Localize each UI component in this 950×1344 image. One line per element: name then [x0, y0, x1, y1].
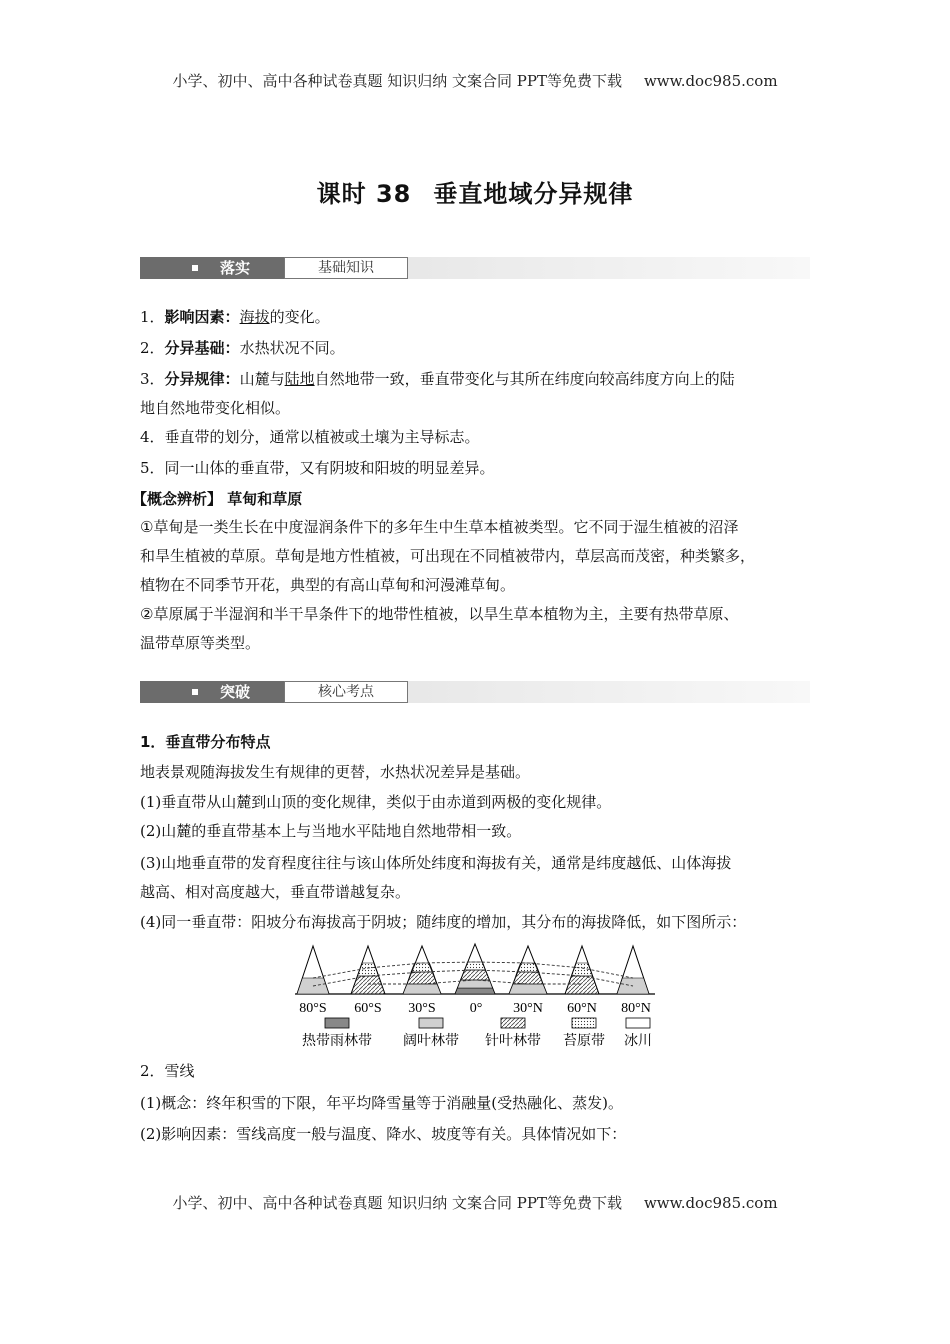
banner-dark-tab [140, 257, 284, 279]
item-5: 5．同一山体的垂直带，又有阴坡和阳坡的明显差异。 [140, 459, 495, 477]
mountain-80N [617, 946, 649, 994]
footer-text: 小学、初中、高中各种试卷真题 知识归纳 文案合同 PPT等免费下载 [172, 1194, 622, 1212]
page-header [0, 70, 950, 91]
snowline-para-1: (1)概念：终年积雪的下限，年平均降雪量等于消融量(受热融化、蒸发)。 [140, 1094, 623, 1112]
mountain-30N [509, 946, 547, 994]
fill-in-answer: 海拔 [239, 308, 270, 326]
lat-label-30s: 30°S [408, 1001, 436, 1016]
legend-label-broadleaf: 阔叶林带 [403, 1033, 459, 1049]
section-banner-basics [140, 257, 810, 279]
concept-line-3: 植物在不同季节开花，典型的有高山草甸和河漫滩草甸。 [140, 576, 516, 594]
banner-dark-label: 突破 [220, 683, 251, 701]
item-1: 1．影响因素：海拔的变化。 [140, 308, 330, 326]
lat-label-60s: 60°S [354, 1001, 382, 1016]
mountain-30S [403, 946, 441, 994]
legend-swatch-conifer [501, 1018, 525, 1028]
mountain-80S [297, 946, 329, 994]
banner-dark-tab [140, 681, 284, 703]
concept-line-1: ①草甸是一类生长在中度湿润条件下的多年生中生草本植被类型。它不同于湿生植被的沼泽 [140, 518, 739, 536]
concept-line-5: 温带草原等类型。 [140, 634, 261, 652]
section2-para-2: (1)垂直带从山麓到山顶的变化规律，类似于由赤道到两极的变化规律。 [140, 793, 612, 811]
lat-label-30n: 30°N [513, 1001, 543, 1016]
vertical-zonation-diagram [295, 942, 665, 1052]
item-4: 4．垂直带的划分，通常以植被或土壤为主导标志。 [140, 428, 480, 446]
section2-heading-1: 1．垂直带分布特点 [140, 733, 271, 751]
concept-line-2: 和旱生植被的草原。草甸是地方性植被，可出现在不同植被带内，草层高而茂密，种类繁多， [140, 547, 756, 565]
square-bullet-icon [192, 689, 198, 695]
legend-label-tundra: 苔原带 [563, 1033, 605, 1049]
lat-label-0: 0° [469, 1001, 483, 1016]
section2-para-3: (2)山麓的垂直带基本上与当地水平陆地自然地带相一致。 [140, 822, 522, 840]
lat-label-80n: 80°N [621, 1001, 651, 1016]
section2-para-4: (3)山地垂直带的发育程度往往与该山体所处纬度和海拔有关，通常是纬度越低、山体海拔 [140, 854, 732, 872]
concept-heading: 【概念辨析】 草甸和草原 [132, 490, 303, 508]
item-3: 3．分异规律：山麓与陆地自然地带一致，垂直带变化与其所在纬度向较高纬度方向上的陆 [140, 370, 735, 388]
footer-url[interactable]: www.doc985.com [643, 1194, 778, 1212]
section2-para-5: (4)同一垂直带：阳坡分布海拔高于阴坡；随纬度的增加，其分布的海拔降低，如下图所示： [140, 913, 747, 931]
banner-dark-label: 落实 [220, 259, 251, 277]
item-3-cont: 地自然地带变化相似。 [140, 399, 291, 417]
banner-light-label: 核心考点 [284, 681, 408, 703]
fill-in-answer: 陆地 [284, 370, 315, 388]
legend-swatch-glacier [626, 1018, 650, 1028]
banner-light-label: 基础知识 [284, 257, 408, 279]
lat-label-80s: 80°S [299, 1001, 327, 1016]
legend-swatch-broadleaf [419, 1018, 443, 1028]
lat-label-60n: 60°N [567, 1001, 597, 1016]
section2-para-1: 地表景观随海拔发生有规律的更替，水热状况差异是基础。 [140, 763, 531, 781]
header-url[interactable]: www.doc985.com [643, 72, 778, 90]
snowline-para-2: (2)影响因素：雪线高度一般与温度、降水、坡度等有关。具体情况如下： [140, 1125, 627, 1143]
title-main: 垂直地域分异规律 [433, 180, 634, 208]
page-title [0, 174, 950, 209]
legend-label-glacier: 冰川 [624, 1033, 652, 1049]
section2-para-4b: 越高、相对高度越大，垂直带谱越复杂。 [140, 883, 411, 901]
legend-swatch-tundra [572, 1018, 596, 1028]
section2-heading-2: 2．雪线 [140, 1062, 195, 1080]
header-text: 小学、初中、高中各种试卷真题 知识归纳 文案合同 PPT等免费下载 [172, 72, 622, 90]
mountain-60S [351, 946, 385, 994]
title-prefix: 课时 38 [316, 180, 412, 208]
item-2: 2．分异基础：水热状况不同。 [140, 339, 345, 357]
legend-swatch-rainforest [325, 1018, 349, 1028]
legend-label-conifer: 针叶林带 [485, 1033, 541, 1049]
square-bullet-icon [192, 265, 198, 271]
page-footer [0, 1192, 950, 1213]
legend-label-rainforest: 热带雨林带 [302, 1033, 372, 1049]
section-banner-core [140, 681, 810, 703]
concept-line-4: ②草原属于半湿润和半干旱条件下的地带性植被，以旱生草本植物为主，主要有热带草原、 [140, 605, 739, 623]
mountain-0 [455, 944, 495, 994]
